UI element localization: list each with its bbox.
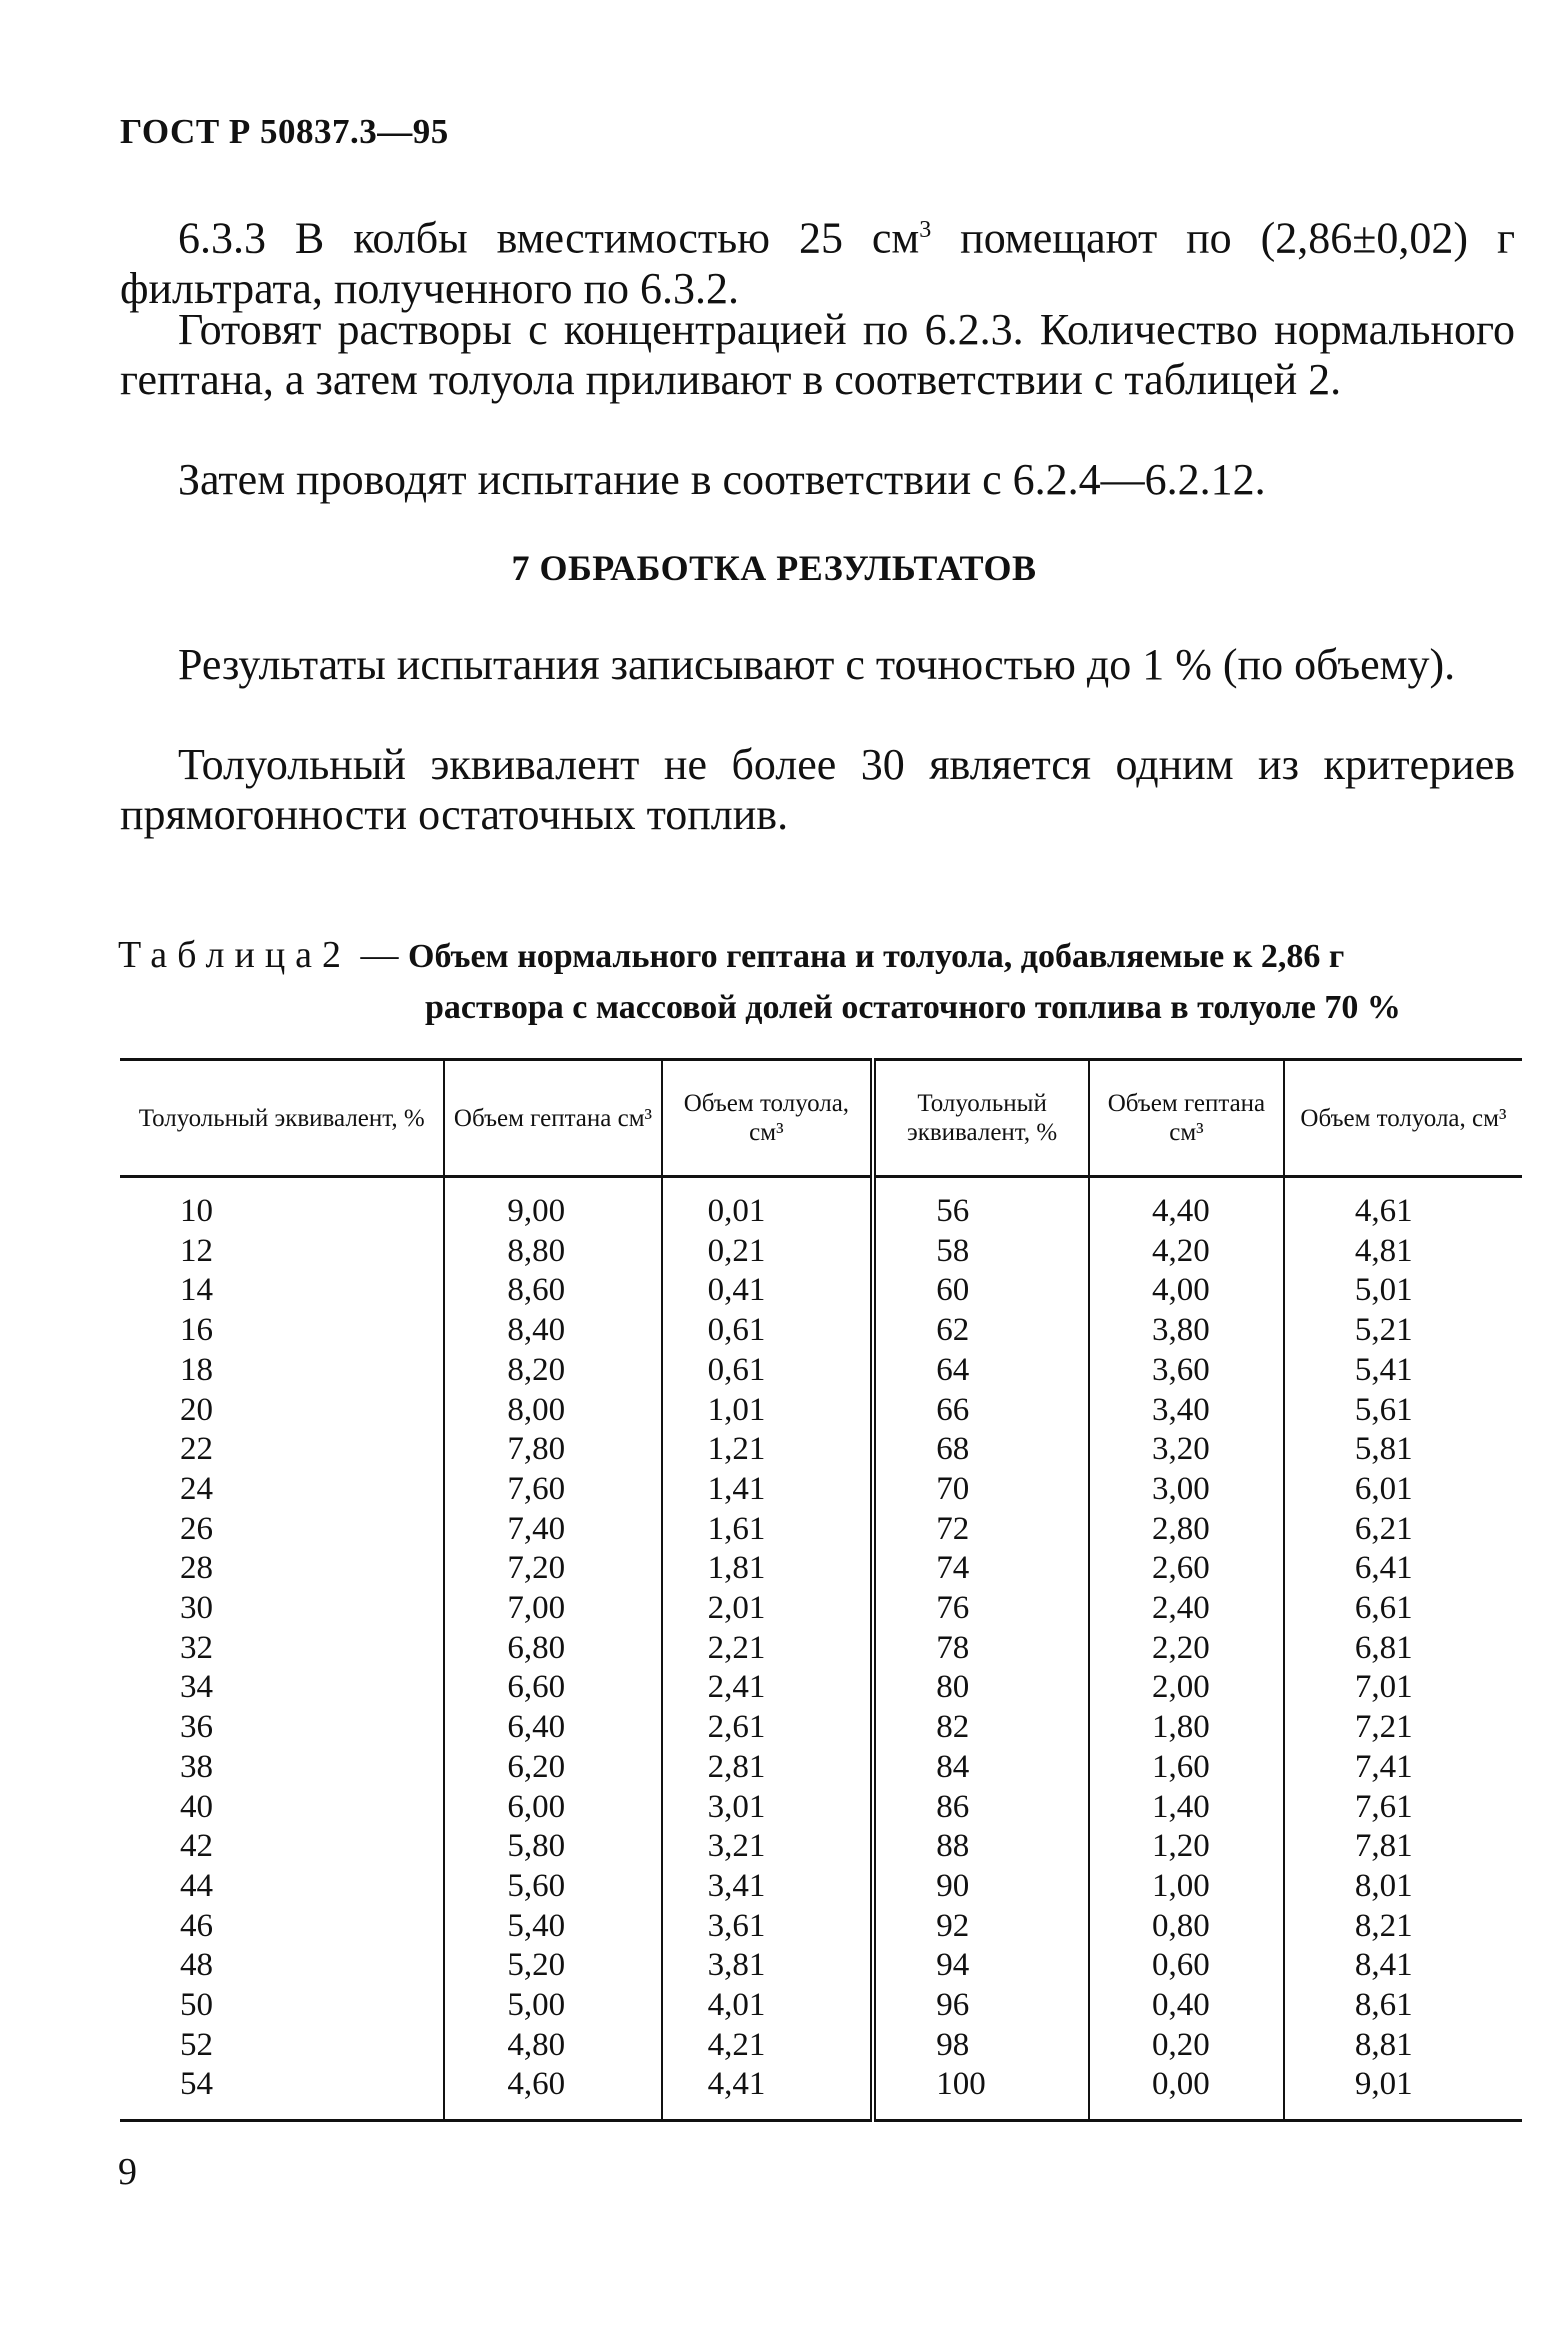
- cell-toluene-equivalent-1: 52: [180, 2026, 213, 2063]
- cell-heptane-volume-2: 2,40: [1089, 1589, 1284, 1629]
- cell-toluene-volume-2: 6,01: [1284, 1470, 1522, 1510]
- document-id-header: ГОСТ Р 50837.3—95: [120, 112, 449, 151]
- cell-heptane-volume-2: 4,00: [1089, 1271, 1284, 1311]
- paragraph-run-test: Затем проводят испытание в соответствии с 6.2.4—6.2.12.: [178, 455, 1266, 504]
- cell-toluene-equivalent-1: 10: [180, 1193, 213, 1229]
- cell-toluene-volume-1: 3,21: [662, 1827, 874, 1867]
- cell-toluene-equivalent-2: 72: [873, 1510, 1089, 1550]
- cell-heptane-volume-1: 6,00: [444, 1788, 661, 1828]
- cell-toluene-volume-2: 8,21: [1284, 1907, 1522, 1947]
- table-row: [120, 1232, 1522, 1272]
- cell-toluene-volume-2: 8,41: [1284, 1946, 1522, 1986]
- header-toluene-volume-2: Объем толуола, см³: [1284, 1060, 1522, 1177]
- cell-toluene-volume-2: 5,41: [1284, 1351, 1522, 1391]
- cell-heptane-volume-2: 0,60: [1089, 1946, 1284, 1986]
- table-row: [120, 1510, 1522, 1550]
- cell-toluene-equivalent-1: 20: [180, 1391, 213, 1428]
- cell-toluene-equivalent-2: 92: [873, 1907, 1089, 1947]
- table-row: [120, 2026, 1522, 2066]
- cell-heptane-volume-2: 0,40: [1089, 1986, 1284, 2026]
- cell-toluene-equivalent-2: 98: [873, 2026, 1089, 2066]
- cell-heptane-volume-2: 4,40: [1089, 1177, 1284, 1232]
- cell-toluene-equivalent-1: 50: [180, 1987, 213, 2024]
- table-caption-line1: Объем нормального гептана и толуола, добавляемые к 2,86 г: [408, 938, 1345, 975]
- cell-heptane-volume-1: 5,60: [444, 1867, 661, 1907]
- cell-toluene-equivalent-1: 22: [180, 1431, 213, 1468]
- cell-toluene-volume-2: 5,01: [1284, 1271, 1522, 1311]
- cell-heptane-volume-1: 6,60: [444, 1668, 661, 1708]
- cell-heptane-volume-2: 3,80: [1089, 1311, 1284, 1351]
- cell-toluene-equivalent-1: 38: [180, 1748, 213, 1785]
- cell-toluene-equivalent-1: 12: [180, 1232, 213, 1269]
- table-caption-label: Таблица2: [118, 934, 352, 976]
- cell-toluene-equivalent-2: 78: [873, 1629, 1089, 1669]
- cell-toluene-equivalent-1: 14: [180, 1272, 213, 1309]
- cell-toluene-equivalent-2: 90: [873, 1867, 1089, 1907]
- cell-toluene-volume-1: 0,41: [662, 1271, 874, 1311]
- cell-heptane-volume-2: 3,60: [1089, 1351, 1284, 1391]
- cell-heptane-volume-1: 8,80: [444, 1232, 661, 1272]
- p1-text-a: 6.3.3 В колбы вместимостью 25 см: [178, 213, 920, 263]
- cell-toluene-equivalent-1: 24: [180, 1470, 213, 1507]
- table-row: [120, 1391, 1522, 1431]
- cell-toluene-equivalent-1: 28: [180, 1550, 213, 1587]
- cell-toluene-volume-1: 1,21: [662, 1430, 874, 1470]
- header-toluene-equivalent-1: Толуольный эквивалент, %: [120, 1060, 444, 1177]
- cell-toluene-equivalent-2: 82: [873, 1708, 1089, 1748]
- cell-toluene-equivalent-2: 64: [873, 1351, 1089, 1391]
- cell-heptane-volume-1: 7,60: [444, 1470, 661, 1510]
- cell-toluene-equivalent-1: 48: [180, 1947, 213, 1984]
- cell-toluene-volume-1: 0,61: [662, 1351, 874, 1391]
- cell-toluene-equivalent-2: 70: [873, 1470, 1089, 1510]
- cell-heptane-volume-1: 7,00: [444, 1589, 661, 1629]
- cell-toluene-volume-2: 7,21: [1284, 1708, 1522, 1748]
- cell-toluene-volume-1: 3,41: [662, 1867, 874, 1907]
- cell-toluene-volume-2: 6,61: [1284, 1589, 1522, 1629]
- cell-heptane-volume-2: 3,40: [1089, 1391, 1284, 1431]
- header-toluene-equivalent-2: Толуольный эквивалент, %: [873, 1060, 1089, 1177]
- cell-heptane-volume-2: 2,00: [1089, 1668, 1284, 1708]
- cell-heptane-volume-1: 7,20: [444, 1549, 661, 1589]
- heptane-toluene-table: [120, 1058, 1522, 2122]
- cell-toluene-equivalent-2: 58: [873, 1232, 1089, 1272]
- table-row: [120, 1271, 1522, 1311]
- cell-toluene-volume-2: 5,81: [1284, 1430, 1522, 1470]
- cell-toluene-equivalent-1: 18: [180, 1351, 213, 1388]
- cell-toluene-volume-2: 7,61: [1284, 1788, 1522, 1828]
- cell-toluene-equivalent-1: 44: [180, 1867, 213, 1904]
- cell-heptane-volume-2: 1,00: [1089, 1867, 1284, 1907]
- table-row: [120, 1351, 1522, 1391]
- cell-toluene-equivalent-2: 56: [873, 1177, 1089, 1232]
- cell-heptane-volume-2: 0,20: [1089, 2026, 1284, 2066]
- cell-toluene-equivalent-1: 34: [180, 1669, 213, 1706]
- cell-heptane-volume-1: 5,20: [444, 1946, 661, 1986]
- table-row: [120, 1748, 1522, 1788]
- table-header-row: [120, 1060, 1522, 1177]
- table-caption: [118, 930, 1528, 1033]
- cell-toluene-volume-2: 4,81: [1284, 1232, 1522, 1272]
- cell-heptane-volume-2: 2,80: [1089, 1510, 1284, 1550]
- cell-toluene-equivalent-2: 76: [873, 1589, 1089, 1629]
- cell-heptane-volume-1: 8,20: [444, 1351, 661, 1391]
- cell-heptane-volume-1: 6,80: [444, 1629, 661, 1669]
- cell-toluene-volume-2: 5,61: [1284, 1391, 1522, 1431]
- cell-toluene-volume-2: 6,21: [1284, 1510, 1522, 1550]
- cell-toluene-volume-1: 3,61: [662, 1907, 874, 1947]
- cell-heptane-volume-2: 0,80: [1089, 1907, 1284, 1947]
- cell-heptane-volume-1: 4,80: [444, 2026, 661, 2066]
- cell-toluene-volume-1: 2,01: [662, 1589, 874, 1629]
- cell-toluene-equivalent-2: 62: [873, 1311, 1089, 1351]
- cell-toluene-volume-1: 0,01: [662, 1177, 874, 1232]
- table-row: [120, 1629, 1522, 1669]
- cell-toluene-volume-2: 6,81: [1284, 1629, 1522, 1669]
- table-row: [120, 1708, 1522, 1748]
- table-caption-line2: раствора с массовой долей остаточного топлива в толуоле 70 %: [425, 989, 1401, 1026]
- cell-toluene-volume-1: 4,41: [662, 2065, 874, 2120]
- cell-toluene-equivalent-2: 84: [873, 1748, 1089, 1788]
- cell-toluene-equivalent-1: 40: [180, 1788, 213, 1825]
- cell-toluene-equivalent-2: 86: [873, 1788, 1089, 1828]
- table-row: [120, 1177, 1522, 1232]
- cell-toluene-equivalent-2: 60: [873, 1271, 1089, 1311]
- cell-heptane-volume-1: 6,20: [444, 1748, 661, 1788]
- cell-toluene-volume-1: 2,21: [662, 1629, 874, 1669]
- cell-heptane-volume-1: 8,60: [444, 1271, 661, 1311]
- cell-heptane-volume-1: 5,40: [444, 1907, 661, 1947]
- cell-toluene-volume-1: 1,81: [662, 1549, 874, 1589]
- table-row: [120, 2065, 1522, 2120]
- cell-toluene-volume-1: 3,01: [662, 1788, 874, 1828]
- cell-heptane-volume-1: 7,40: [444, 1510, 661, 1550]
- cell-heptane-volume-1: 5,80: [444, 1827, 661, 1867]
- cell-heptane-volume-1: 9,00: [444, 1177, 661, 1232]
- cell-toluene-equivalent-2: 66: [873, 1391, 1089, 1431]
- cell-toluene-volume-1: 2,81: [662, 1748, 874, 1788]
- cell-toluene-equivalent-2: 100: [873, 2065, 1089, 2120]
- cell-heptane-volume-2: 1,60: [1089, 1748, 1284, 1788]
- cell-heptane-volume-2: 3,00: [1089, 1470, 1284, 1510]
- cell-toluene-volume-2: 7,81: [1284, 1827, 1522, 1867]
- paragraph-toluene-equivalent: Толуольный эквивалент не более 30 является одним из критериев прямогонности остаточных топлив.: [120, 740, 1515, 839]
- cell-toluene-volume-2: 8,61: [1284, 1986, 1522, 2026]
- cell-heptane-volume-2: 0,00: [1089, 2065, 1284, 2120]
- cell-toluene-equivalent-2: 68: [873, 1430, 1089, 1470]
- cell-heptane-volume-2: 1,20: [1089, 1827, 1284, 1867]
- cell-toluene-volume-1: 2,61: [662, 1708, 874, 1748]
- cell-toluene-equivalent-1: 42: [180, 1828, 213, 1865]
- cell-heptane-volume-1: 8,40: [444, 1311, 661, 1351]
- page-number: 9: [118, 2151, 137, 2193]
- table-row: [120, 1549, 1522, 1589]
- cell-toluene-volume-2: 8,81: [1284, 2026, 1522, 2066]
- table-row: [120, 1986, 1522, 2026]
- cell-heptane-volume-2: 1,40: [1089, 1788, 1284, 1828]
- cell-toluene-volume-2: 4,61: [1284, 1177, 1522, 1232]
- p1-text-b: помещают по (2,86±0,02) г фильтрата, полученного по 6.3.2.: [120, 213, 1516, 313]
- table-row: [120, 1430, 1522, 1470]
- cell-toluene-equivalent-2: 88: [873, 1827, 1089, 1867]
- cell-toluene-equivalent-1: 36: [180, 1709, 213, 1746]
- table-row: [120, 1867, 1522, 1907]
- cell-toluene-equivalent-2: 80: [873, 1668, 1089, 1708]
- cell-heptane-volume-2: 1,80: [1089, 1708, 1284, 1748]
- cell-toluene-volume-1: 1,61: [662, 1510, 874, 1550]
- table-row: [120, 1946, 1522, 1986]
- cell-toluene-equivalent-1: 46: [180, 1907, 213, 1944]
- cell-heptane-volume-2: 2,20: [1089, 1629, 1284, 1669]
- cell-toluene-equivalent-1: 16: [180, 1312, 213, 1349]
- cell-toluene-volume-2: 6,41: [1284, 1549, 1522, 1589]
- cell-heptane-volume-1: 6,40: [444, 1708, 661, 1748]
- table-row: [120, 1311, 1522, 1351]
- cell-toluene-volume-1: 2,41: [662, 1668, 874, 1708]
- cell-heptane-volume-2: 2,60: [1089, 1549, 1284, 1589]
- cell-toluene-equivalent-1: 32: [180, 1629, 213, 1666]
- cell-heptane-volume-2: 3,20: [1089, 1430, 1284, 1470]
- cell-toluene-volume-2: 9,01: [1284, 2065, 1522, 2120]
- cell-heptane-volume-1: 8,00: [444, 1391, 661, 1431]
- cell-toluene-equivalent-2: 94: [873, 1946, 1089, 1986]
- cell-heptane-volume-1: 5,00: [444, 1986, 661, 2026]
- cell-toluene-equivalent-1: 54: [120, 2065, 444, 2120]
- cell-toluene-volume-2: 5,21: [1284, 1311, 1522, 1351]
- header-toluene-volume-1: Объем толуола, см³: [662, 1060, 874, 1177]
- cell-toluene-volume-1: 1,41: [662, 1470, 874, 1510]
- cell-toluene-volume-1: 4,01: [662, 1986, 874, 2026]
- cell-toluene-volume-2: 8,01: [1284, 1867, 1522, 1907]
- paragraph-6-3-3: [120, 205, 1515, 314]
- paragraph-results: Результаты испытания записывают с точностью до 1 % (по объему).: [178, 640, 1456, 689]
- cell-toluene-equivalent-2: 96: [873, 1986, 1089, 2026]
- cell-heptane-volume-1: 4,60: [444, 2065, 661, 2120]
- table-body: [120, 1177, 1522, 2121]
- cell-heptane-volume-2: 4,20: [1089, 1232, 1284, 1272]
- cell-toluene-volume-1: 1,01: [662, 1391, 874, 1431]
- cell-toluene-volume-1: 3,81: [662, 1946, 874, 1986]
- cell-toluene-equivalent-1: 26: [180, 1510, 213, 1547]
- header-heptane-volume-2: Объем гептана см³: [1089, 1060, 1284, 1177]
- table-caption-dash: —: [351, 934, 409, 976]
- cell-heptane-volume-1: 7,80: [444, 1430, 661, 1470]
- header-heptane-volume-1: Объем гептана см³: [444, 1060, 661, 1177]
- cell-toluene-volume-2: 7,41: [1284, 1748, 1522, 1788]
- table-row: [120, 1470, 1522, 1510]
- table-row: [120, 1668, 1522, 1708]
- cell-toluene-equivalent-2: 74: [873, 1549, 1089, 1589]
- table-row: [120, 1827, 1522, 1867]
- cell-toluene-volume-1: 0,21: [662, 1232, 874, 1272]
- cell-toluene-volume-1: 4,21: [662, 2026, 874, 2066]
- section-title: 7 ОБРАБОТКА РЕЗУЛЬТАТОВ: [511, 548, 1037, 588]
- table-row: [120, 1788, 1522, 1828]
- table-row: [120, 1907, 1522, 1947]
- cell-toluene-volume-2: 7,01: [1284, 1668, 1522, 1708]
- p1-superscript: 3: [919, 217, 932, 243]
- table-row: [120, 1589, 1522, 1629]
- paragraph-prepare-solutions: Готовят растворы с концентрацией по 6.2.3. Количество нормального гептана, а затем толуола приливают в соответствии с таблицей 2.: [120, 305, 1515, 404]
- cell-toluene-volume-1: 0,61: [662, 1311, 874, 1351]
- cell-toluene-equivalent-1: 30: [180, 1590, 213, 1627]
